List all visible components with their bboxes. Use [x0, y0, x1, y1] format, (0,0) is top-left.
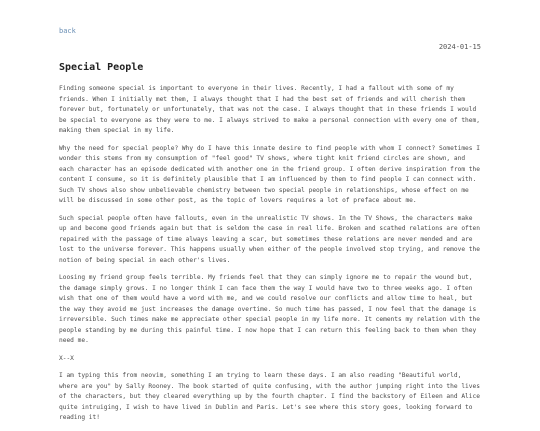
section-separator: X--X: [59, 354, 74, 362]
paragraph: I am typing this from neovim, something I am trying to learn these days. I am also reading "Beautiful world, where are you" by Sally Rooney. The book started of quite confusing, with the author jumping right into the lives of the characters, but they cleared everything up by the fourth chapter. I find the backstory of Eileen and Alice quite intruiging, I wish to have lived in Dublin and Paris. Let's see where this story goes, looking forward to reading it!: [59, 372, 480, 421]
back-link[interactable]: back: [59, 27, 76, 35]
post-body: [59, 84, 481, 431]
post-title: Special People: [59, 62, 144, 73]
paragraph: Finding someone special is important to everyone in their lives. Recently, I had a fallout with some of my friends. When I initially met them, I always thought that I had the best set of friends and will cherish them forever but, fortunately or unfortunately, that was not the case. I always thought that in these friends I would be special to everyone as they were to me. I always strived to make a personal connection with every one of them, making them special in my life.: [59, 85, 480, 134]
paragraph: Such special people often have fallouts, even in the unrealistic TV shows. In the TV Shows, the characters make up and become good friends again but that is seldom the case in real life. Broken and scathed relations are often repaired with the passage of time always leaving a scar, but sometimes these relations are never mended and are lost to the universe forever. This happens usually when either of the people involved stop trying, and remove the notion of being special in each other's lives.: [59, 214, 480, 264]
paragraph: Loosing my friend group feels terrible. My friends feel that they can simply ignore me to repair the wound but, the damage simply grows. I no longer think I can face them the way I would have two to three weeks ago. I often wish that one of them would have a word with me, and we could resolve our conflicts and allow time to heal, but the way they avoid me just increases the damage overtime. So much time has passed, I now feel that the damage is irreversible. Such times make me appreciate other special people in my life more. It cements my relation with the people standing by me during this painful time. I now hope that I can return this feeling back to them when they need me.: [59, 274, 480, 344]
paragraph: Why the need for special people? Why do I have this innate desire to find people with whom I connect? Sometimes I wonder this stems from my consumption of "feel good" TV shows, where tight knit friend circles are shown, and each character has an episode dedicated with another one in the friend group. I often derive inspiration from the content I consume, so it is definitely plausible that I am influenced by them to find people I can connect with. Such TV shows also show unbelievable chemistry between two special people in relationships, whose effect on me will be discussed in some other post, as the topic of lovers requires a lot of preface about me.: [59, 144, 480, 204]
post-date: 2024-01-15: [438, 43, 481, 51]
